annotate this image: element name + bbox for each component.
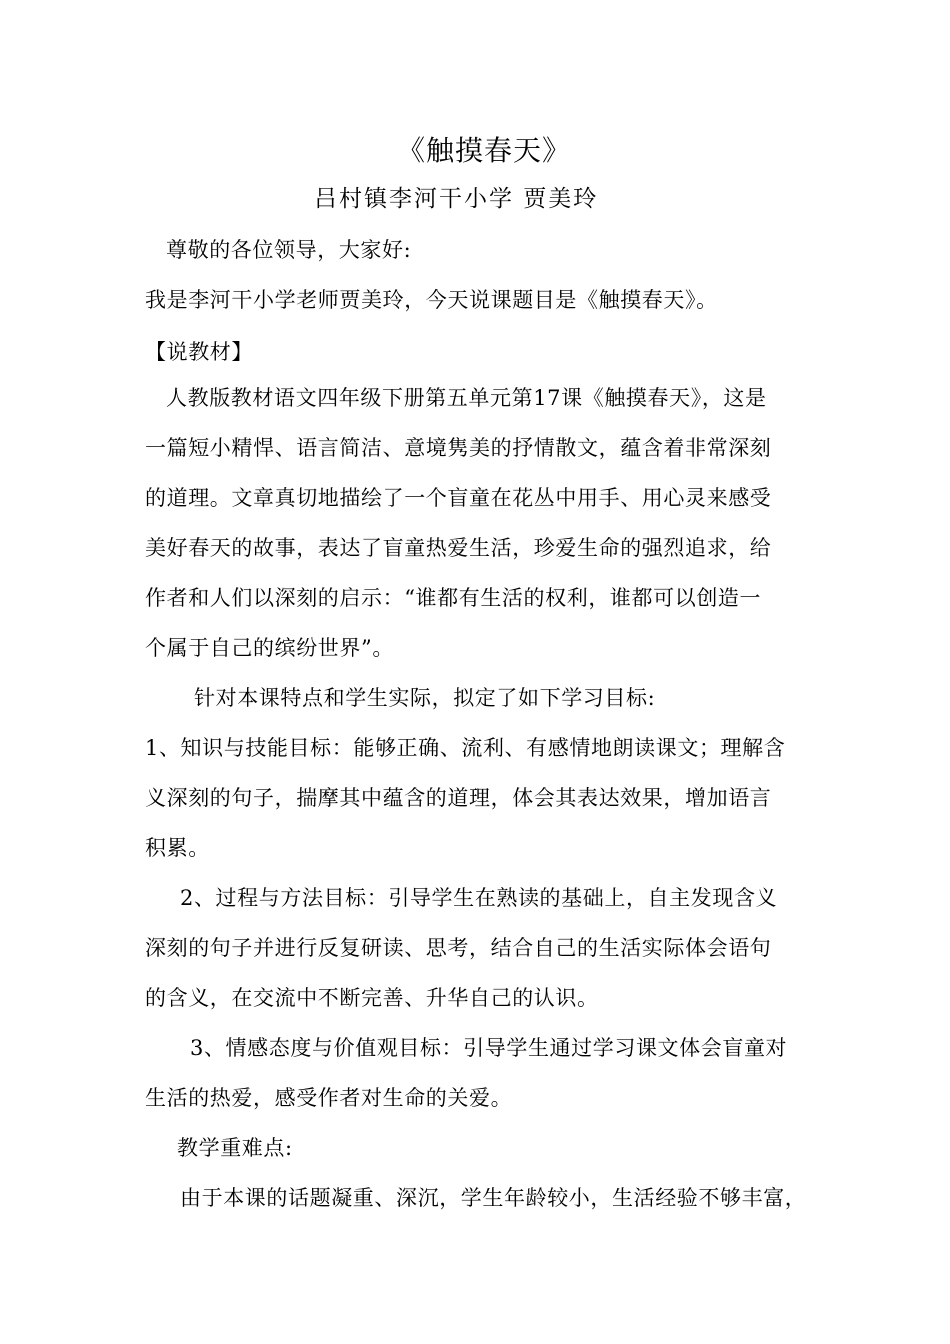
paragraph-line: 作者和人们以深刻的启示：“谁都有生活的权利，谁都可以创造一 [145, 586, 762, 610]
paragraph-line: 个属于自己的缤纷世界”。 [145, 636, 394, 660]
document-title: 《触摸春天》 [397, 134, 572, 167]
paragraph-line: 人教版教材语文四年级下册第五单元第17课《触摸春天》，这是 [166, 386, 767, 410]
objective-1-line: 1、知识与技能目标：能够正确、流利、有感情地朗读课文；理解含 [145, 736, 786, 760]
paragraph-line: 由于本课的话题凝重、深沉，学生年龄较小，生活经验不够丰富， [180, 1186, 807, 1210]
objective-2-line: 的含义，在交流中不断完善、升华自己的认识。 [145, 986, 599, 1010]
paragraph-line: 的道理。文章真切地描绘了一个盲童在花丛中用手、用心灵来感受 [145, 486, 772, 510]
objective-1-line: 义深刻的句子，揣摩其中蕴含的道理，体会其表达效果，增加语言 [145, 786, 772, 810]
section-heading-key-points: 教学重难点: [177, 1136, 293, 1160]
intro-line: 我是李河干小学老师贾美玲，今天说课题目是《触摸春天》。 [145, 288, 718, 312]
greeting-line: 尊敬的各位领导，大家好: [166, 238, 412, 262]
objective-3-line: 3、情感态度与价值观目标：引导学生通过学习课文体会盲童对 [190, 1036, 788, 1060]
objectives-intro-line: 针对本课特点和学生实际，拟定了如下学习目标: [194, 686, 656, 710]
section-heading-textbook: 【说教材】 [145, 340, 253, 364]
paragraph-line: 一篇短小精悍、语言简洁、意境隽美的抒情散文，蕴含着非常深刻 [145, 436, 772, 460]
paragraph-line: 美好春天的故事，表达了盲童热爱生活，珍爱生命的强烈追求，给 [145, 536, 772, 560]
document-author: 吕村镇李河干小学 贾美玲 [314, 186, 599, 212]
objective-2-line: 深刻的句子并进行反复研读、思考，结合自己的生活实际体会语句 [145, 936, 772, 960]
objective-2-line: 2、过程与方法目标：引导学生在熟读的基础上，自主发现含义 [180, 886, 778, 910]
objective-3-line: 生活的热爱，感受作者对生命的关爱。 [145, 1086, 513, 1110]
objective-1-line: 积累。 [145, 836, 210, 860]
